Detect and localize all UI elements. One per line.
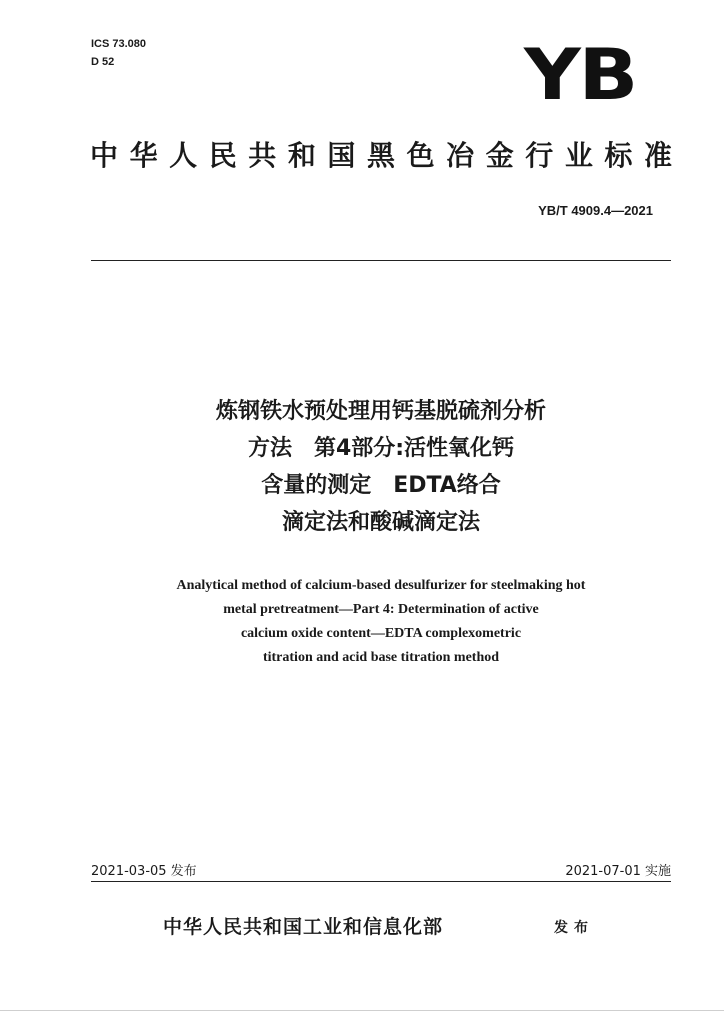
implementation-date: 2021-07-01 实施 <box>565 864 671 879</box>
english-title <box>80 574 682 670</box>
publisher-name: 中华人民共和国工业和信息化部 <box>163 916 444 938</box>
chinese-title-line: 含量的测定 EDTA络合 <box>261 473 501 498</box>
standard-number: YB/T 4909.4—2021 <box>538 203 653 218</box>
chinese-title <box>80 393 682 541</box>
publish-label: 发布 <box>554 920 594 936</box>
english-title-line: metal pretreatment—Part 4: Determination of active <box>223 602 539 617</box>
classification-code: D 52 <box>91 56 115 68</box>
english-title-line: Analytical method of calcium-based desulfurizer for steelmaking hot <box>176 578 586 593</box>
standard-category: 中华人民共和国黑色冶金行业标准 <box>90 139 672 172</box>
yb-logo: YB <box>523 34 636 116</box>
header-divider <box>91 260 671 261</box>
ics-code: ICS 73.080 <box>91 38 147 50</box>
chinese-title-line: 方法 第4部分:活性氧化钙 <box>247 436 515 461</box>
chinese-title-line: 炼钢铁水预处理用钙基脱硫剂分析 <box>215 399 546 424</box>
issue-date: 2021-03-05 发布 <box>91 864 197 879</box>
chinese-title-line: 滴定法和酸碱滴定法 <box>281 510 480 535</box>
english-title-line: calcium oxide content—EDTA complexometric <box>240 626 522 641</box>
english-title-line: titration and acid base titration method <box>262 650 500 665</box>
scan-edge-line <box>0 1010 724 1011</box>
footer-divider <box>91 881 671 882</box>
